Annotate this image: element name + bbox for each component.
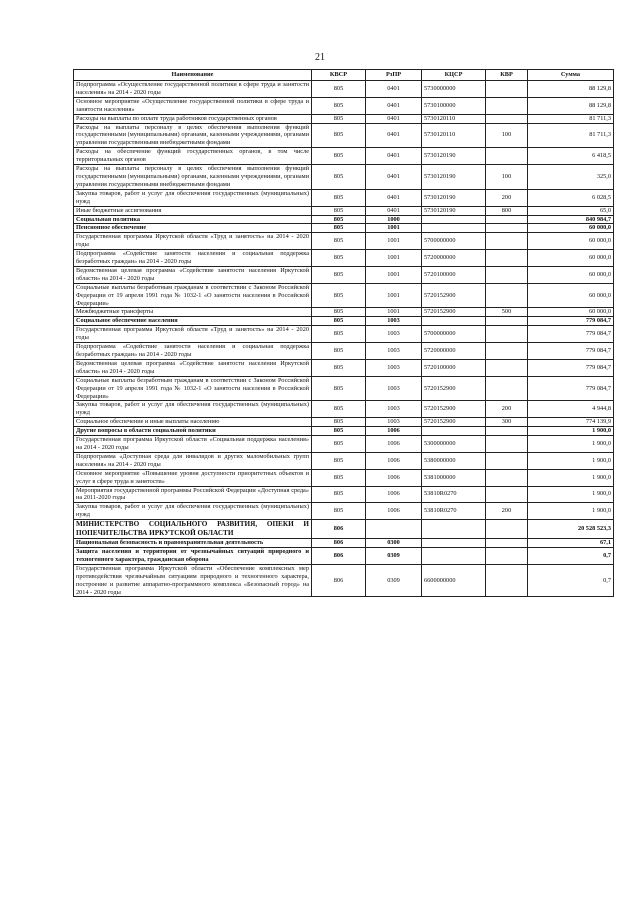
cell-name: Подпрограмма «Доступная среда для инвалидов и других маломобильных групп населения» на 2014 - 2020 годы — [74, 452, 312, 469]
table-row — [74, 343, 614, 360]
cell-name: Ведомственная целевая программа «Содействие занятости населения Иркутской области» на 2014 - 2020 годы — [74, 266, 312, 283]
cell-kcsr: 5700000000 — [422, 233, 486, 250]
cell-sum: 60 000,0 — [528, 250, 614, 267]
cell-name: Социальное обеспечение населения — [74, 317, 312, 326]
cell-kvsr: 805 — [312, 250, 366, 267]
cell-sum: 60 000,0 — [528, 308, 614, 317]
cell-name: Социальные выплаты безработным гражданам в соответствии с Законом Российской Федерации от 19 апреля 1991 года № 1032-1 «О занятости населения в Российской Федерации» — [74, 376, 312, 401]
cell-rzpr: 1003 — [366, 359, 422, 376]
cell-name: Социальные выплаты безработным гражданам в соответствии с Законом Российской Федерации от 19 апреля 1991 года № 1032-1 «О занятости населения в Российской Федерации» — [74, 283, 312, 308]
cell-sum: 60 000,0 — [528, 266, 614, 283]
cell-kvr — [486, 224, 528, 233]
cell-name: Расходы на выплаты по оплате труда работников государственных органов — [74, 114, 312, 123]
cell-sum: 60 000,0 — [528, 224, 614, 233]
cell-kcsr — [422, 539, 486, 548]
cell-kvr: 800 — [486, 206, 528, 215]
cell-kcsr — [422, 317, 486, 326]
cell-rzpr: 0309 — [366, 548, 422, 565]
cell-kvsr: 805 — [312, 326, 366, 343]
cell-sum: 779 084,7 — [528, 326, 614, 343]
cell-name: Межбюджетные трансферты — [74, 308, 312, 317]
cell-kvr — [486, 520, 528, 539]
cell-name: Государственная программа Иркутской области «Труд и занятость» на 2014 - 2020 годы — [74, 326, 312, 343]
table-row — [74, 317, 614, 326]
cell-kvr — [486, 548, 528, 565]
table-row — [74, 308, 614, 317]
cell-rzpr: 0401 — [366, 97, 422, 114]
cell-name: Мероприятия государственной программы Российской Федерации «Доступная среда» на 2011-2020 годы — [74, 486, 312, 503]
cell-sum: 774 139,9 — [528, 418, 614, 427]
cell-rzpr: 1003 — [366, 326, 422, 343]
cell-rzpr: 0401 — [366, 148, 422, 165]
cell-kcsr — [422, 548, 486, 565]
cell-rzpr: 1001 — [366, 233, 422, 250]
cell-kcsr: 6600000000 — [422, 564, 486, 597]
cell-kcsr — [422, 427, 486, 436]
cell-rzpr: 1006 — [366, 436, 422, 453]
cell-kcsr: 53810R0270 — [422, 503, 486, 520]
cell-name: Другие вопросы в области социальной политики — [74, 427, 312, 436]
cell-kvsr: 805 — [312, 486, 366, 503]
cell-kcsr: 5720152900 — [422, 308, 486, 317]
table-row — [74, 81, 614, 98]
cell-sum: 779 084,7 — [528, 359, 614, 376]
cell-kcsr: 5720152900 — [422, 401, 486, 418]
table-header-row — [74, 70, 614, 81]
cell-kcsr: 5700000000 — [422, 326, 486, 343]
table-row — [74, 165, 614, 190]
cell-rzpr: 1001 — [366, 224, 422, 233]
table-row — [74, 486, 614, 503]
cell-sum: 4 944,8 — [528, 401, 614, 418]
cell-kvr — [486, 359, 528, 376]
cell-name: Подпрограмма «Осуществление государственной политики в сфере труда и занятости населения» на 2014 - 2020 годы — [74, 81, 312, 98]
cell-name: Национальная безопасность и правоохранительная деятельность — [74, 539, 312, 548]
cell-kcsr: 5720100000 — [422, 266, 486, 283]
cell-kvsr: 805 — [312, 469, 366, 486]
cell-sum: 88 129,8 — [528, 97, 614, 114]
cell-sum: 325,0 — [528, 165, 614, 190]
cell-kcsr: 53810R0270 — [422, 486, 486, 503]
cell-kcsr: 5720000000 — [422, 250, 486, 267]
cell-kvr — [486, 114, 528, 123]
cell-name: Подпрограмма «Содействие занятости населения и социальная поддержка безработных граждан» на 2014 - 2020 годы — [74, 250, 312, 267]
column-header-sum: Сумма — [528, 70, 614, 81]
budget-table — [73, 69, 614, 597]
cell-kvr — [486, 326, 528, 343]
cell-kvsr: 805 — [312, 343, 366, 360]
cell-sum: 67,1 — [528, 539, 614, 548]
cell-kvsr: 805 — [312, 436, 366, 453]
table-row — [74, 418, 614, 427]
cell-name: Расходы на выплаты персоналу в целях обеспечения выполнения функций государственными (муниципальными) органами, казенными учреждениями, органами управления государственными внебюджетными фондами — [74, 123, 312, 148]
cell-sum: 6 028,5 — [528, 189, 614, 206]
cell-kvsr: 805 — [312, 359, 366, 376]
cell-rzpr: 1006 — [366, 503, 422, 520]
cell-kvsr: 806 — [312, 564, 366, 597]
cell-name: Закупка товаров, работ и услуг для обеспечения государственных (муниципальных) нужд — [74, 401, 312, 418]
table-row — [74, 283, 614, 308]
cell-name: Государственная программа Иркутской области «Социальная поддержка населения» на 2014 - 2020 годы — [74, 436, 312, 453]
cell-rzpr: 1003 — [366, 418, 422, 427]
cell-kvsr: 806 — [312, 539, 366, 548]
cell-kvsr: 806 — [312, 548, 366, 565]
cell-kcsr: 5730120110 — [422, 114, 486, 123]
table-row — [74, 266, 614, 283]
cell-kcsr: 5381000000 — [422, 469, 486, 486]
column-header-name: Наименование — [74, 70, 312, 81]
cell-kvr — [486, 427, 528, 436]
cell-sum: 779 084,7 — [528, 317, 614, 326]
cell-name: Расходы на выплаты персоналу в целях обеспечения выполнения функций государственными (муниципальными) органами, казенными учреждениями, органами управления государственными внебюджетными фондами — [74, 165, 312, 190]
cell-kvr — [486, 250, 528, 267]
table-row — [74, 97, 614, 114]
table-row — [74, 401, 614, 418]
cell-rzpr: 1000 — [366, 215, 422, 224]
cell-name: Ведомственная целевая программа «Содействие занятости населения Иркутской области» на 2014 - 2020 годы — [74, 359, 312, 376]
table-row — [74, 469, 614, 486]
cell-sum: 1 900,0 — [528, 469, 614, 486]
cell-kvsr: 805 — [312, 215, 366, 224]
cell-rzpr: 0309 — [366, 564, 422, 597]
cell-kvsr: 805 — [312, 81, 366, 98]
table-row — [74, 114, 614, 123]
table-row — [74, 224, 614, 233]
cell-sum: 1 900,0 — [528, 436, 614, 453]
cell-kcsr: 5730000000 — [422, 81, 486, 98]
cell-sum: 1 900,0 — [528, 452, 614, 469]
cell-kvsr: 805 — [312, 452, 366, 469]
cell-kvr — [486, 266, 528, 283]
table-row — [74, 233, 614, 250]
cell-rzpr: 0401 — [366, 206, 422, 215]
column-header-rzpr: РзПР — [366, 70, 422, 81]
cell-kcsr: 5730120190 — [422, 206, 486, 215]
cell-kvsr: 805 — [312, 418, 366, 427]
table-row — [74, 564, 614, 597]
cell-kvsr: 805 — [312, 376, 366, 401]
cell-sum: 60 000,0 — [528, 283, 614, 308]
cell-sum: 0,7 — [528, 548, 614, 565]
cell-kvsr: 805 — [312, 401, 366, 418]
cell-kcsr: 5720152900 — [422, 376, 486, 401]
column-header-kcsr: КЦСР — [422, 70, 486, 81]
cell-kcsr: 5720152900 — [422, 283, 486, 308]
table-row — [74, 376, 614, 401]
cell-name: Государственная программа Иркутской области «Труд и занятость» на 2014 - 2020 годы — [74, 233, 312, 250]
cell-sum: 779 084,7 — [528, 343, 614, 360]
cell-kcsr: 5730120190 — [422, 165, 486, 190]
cell-kvr — [486, 148, 528, 165]
table-row — [74, 215, 614, 224]
column-header-kvr: КВР — [486, 70, 528, 81]
cell-rzpr: 1001 — [366, 266, 422, 283]
cell-kvr: 200 — [486, 503, 528, 520]
cell-kvsr: 805 — [312, 148, 366, 165]
table-row — [74, 548, 614, 565]
cell-kvsr: 805 — [312, 308, 366, 317]
cell-sum: 1 900,0 — [528, 486, 614, 503]
cell-kvr: 200 — [486, 401, 528, 418]
cell-sum: 1 900,0 — [528, 503, 614, 520]
cell-rzpr: 0401 — [366, 189, 422, 206]
cell-rzpr: 1003 — [366, 343, 422, 360]
cell-kvsr: 805 — [312, 283, 366, 308]
cell-kvr — [486, 343, 528, 360]
cell-kcsr — [422, 520, 486, 539]
cell-kvr — [486, 564, 528, 597]
cell-kcsr: 5720000000 — [422, 343, 486, 360]
cell-rzpr: 1006 — [366, 427, 422, 436]
table-row — [74, 148, 614, 165]
cell-sum: 88 129,8 — [528, 81, 614, 98]
cell-kcsr: 5720100000 — [422, 359, 486, 376]
cell-kcsr — [422, 224, 486, 233]
cell-kvr — [486, 452, 528, 469]
table-row — [74, 206, 614, 215]
cell-kvr: 100 — [486, 123, 528, 148]
cell-kcsr: 5730120190 — [422, 148, 486, 165]
cell-kvr — [486, 81, 528, 98]
cell-kvr: 300 — [486, 418, 528, 427]
cell-name: Пенсионное обеспечение — [74, 224, 312, 233]
cell-kvr — [486, 97, 528, 114]
cell-kvsr: 805 — [312, 266, 366, 283]
cell-kcsr: 5730120110 — [422, 123, 486, 148]
cell-rzpr: 1006 — [366, 469, 422, 486]
cell-rzpr: 0401 — [366, 114, 422, 123]
cell-rzpr: 0300 — [366, 539, 422, 548]
cell-sum: 840 984,7 — [528, 215, 614, 224]
cell-sum: 81 711,3 — [528, 114, 614, 123]
cell-sum: 20 528 523,3 — [528, 520, 614, 539]
cell-kvr: 100 — [486, 165, 528, 190]
table-row — [74, 189, 614, 206]
cell-kcsr: 5730100000 — [422, 97, 486, 114]
cell-sum: 60 000,0 — [528, 233, 614, 250]
cell-name: Основное мероприятие «Осуществление государственной политики в сфере труда и занятости населения» — [74, 97, 312, 114]
cell-kvsr: 805 — [312, 503, 366, 520]
cell-name: Закупка товаров, работ и услуг для обеспечения государственных (муниципальных) нужд — [74, 503, 312, 520]
table-row — [74, 326, 614, 343]
cell-kvsr: 805 — [312, 427, 366, 436]
table-row — [74, 452, 614, 469]
cell-name: Защита населения и территории от чрезвычайных ситуаций природного и техногенного характера, гражданская оборона — [74, 548, 312, 565]
cell-sum: 6 418,5 — [528, 148, 614, 165]
cell-kvsr: 805 — [312, 233, 366, 250]
cell-name: Социальное обеспечение и иные выплаты населению — [74, 418, 312, 427]
cell-kvr — [486, 215, 528, 224]
cell-kvsr: 805 — [312, 97, 366, 114]
cell-kvsr: 806 — [312, 520, 366, 539]
cell-sum: 81 711,3 — [528, 123, 614, 148]
cell-name: Подпрограмма «Содействие занятости населения и социальная поддержка безработных граждан» на 2014 - 2020 годы — [74, 343, 312, 360]
cell-rzpr: 1003 — [366, 376, 422, 401]
cell-kvr: 200 — [486, 189, 528, 206]
cell-kvr — [486, 436, 528, 453]
table-row — [74, 520, 614, 539]
page-number: 21 — [315, 52, 325, 63]
cell-name: Государственная программа Иркутской области «Обеспечение комплексных мер противодействия чрезвычайным ситуациям природного и техногенного характера, построение и развитие аппаратно-программного комплекса «Безопасный город» на 2014 - 2020 годы — [74, 564, 312, 597]
cell-name: Основное мероприятие «Повышение уровня доступности приоритетных объектов и услуг в сфере труда и занятости» — [74, 469, 312, 486]
cell-rzpr: 1003 — [366, 317, 422, 326]
table-body — [74, 81, 614, 597]
cell-kcsr: 5730120190 — [422, 189, 486, 206]
cell-kvsr: 805 — [312, 317, 366, 326]
table-row — [74, 250, 614, 267]
cell-sum: 0,7 — [528, 564, 614, 597]
cell-kvsr: 805 — [312, 165, 366, 190]
cell-kvr — [486, 317, 528, 326]
cell-kvsr: 805 — [312, 224, 366, 233]
cell-sum: 779 084,7 — [528, 376, 614, 401]
cell-kvr — [486, 376, 528, 401]
cell-kvr — [486, 283, 528, 308]
cell-rzpr: 1003 — [366, 401, 422, 418]
table-row — [74, 427, 614, 436]
cell-kvr — [486, 233, 528, 250]
cell-rzpr: 1006 — [366, 486, 422, 503]
cell-name: Расходы на обеспечение функций государственных органов, в том числе территориальных органов — [74, 148, 312, 165]
cell-kcsr: 5380000000 — [422, 452, 486, 469]
table-row — [74, 503, 614, 520]
cell-kcsr: 5720152900 — [422, 418, 486, 427]
cell-name: Закупка товаров, работ и услуг для обеспечения государственных (муниципальных) нужд — [74, 189, 312, 206]
cell-rzpr: 1001 — [366, 283, 422, 308]
cell-kvr — [486, 486, 528, 503]
cell-kvsr: 805 — [312, 189, 366, 206]
table-row — [74, 359, 614, 376]
table-row — [74, 123, 614, 148]
cell-rzpr: 0401 — [366, 81, 422, 98]
cell-rzpr: 0401 — [366, 123, 422, 148]
cell-rzpr: 1006 — [366, 452, 422, 469]
cell-kvr — [486, 539, 528, 548]
cell-kvsr: 805 — [312, 114, 366, 123]
cell-kvr: 500 — [486, 308, 528, 317]
cell-rzpr: 1001 — [366, 308, 422, 317]
table-row — [74, 539, 614, 548]
table-row — [74, 436, 614, 453]
cell-kvr — [486, 469, 528, 486]
cell-kvsr: 805 — [312, 123, 366, 148]
cell-rzpr — [366, 520, 422, 539]
cell-kvsr: 805 — [312, 206, 366, 215]
cell-name: МИНИСТЕРСТВО СОЦИАЛЬНОГО РАЗВИТИЯ, ОПЕКИ И ПОПЕЧИТЕЛЬСТВА ИРКУТСКОЙ ОБЛАСТИ — [74, 520, 312, 539]
cell-rzpr: 1001 — [366, 250, 422, 267]
cell-name: Иные бюджетные ассигнования — [74, 206, 312, 215]
cell-sum: 65,0 — [528, 206, 614, 215]
cell-kcsr — [422, 215, 486, 224]
cell-name: Социальная политика — [74, 215, 312, 224]
cell-kcsr: 5300000000 — [422, 436, 486, 453]
cell-rzpr: 0401 — [366, 165, 422, 190]
column-header-kvsr: КВСР — [312, 70, 366, 81]
cell-sum: 1 900,0 — [528, 427, 614, 436]
